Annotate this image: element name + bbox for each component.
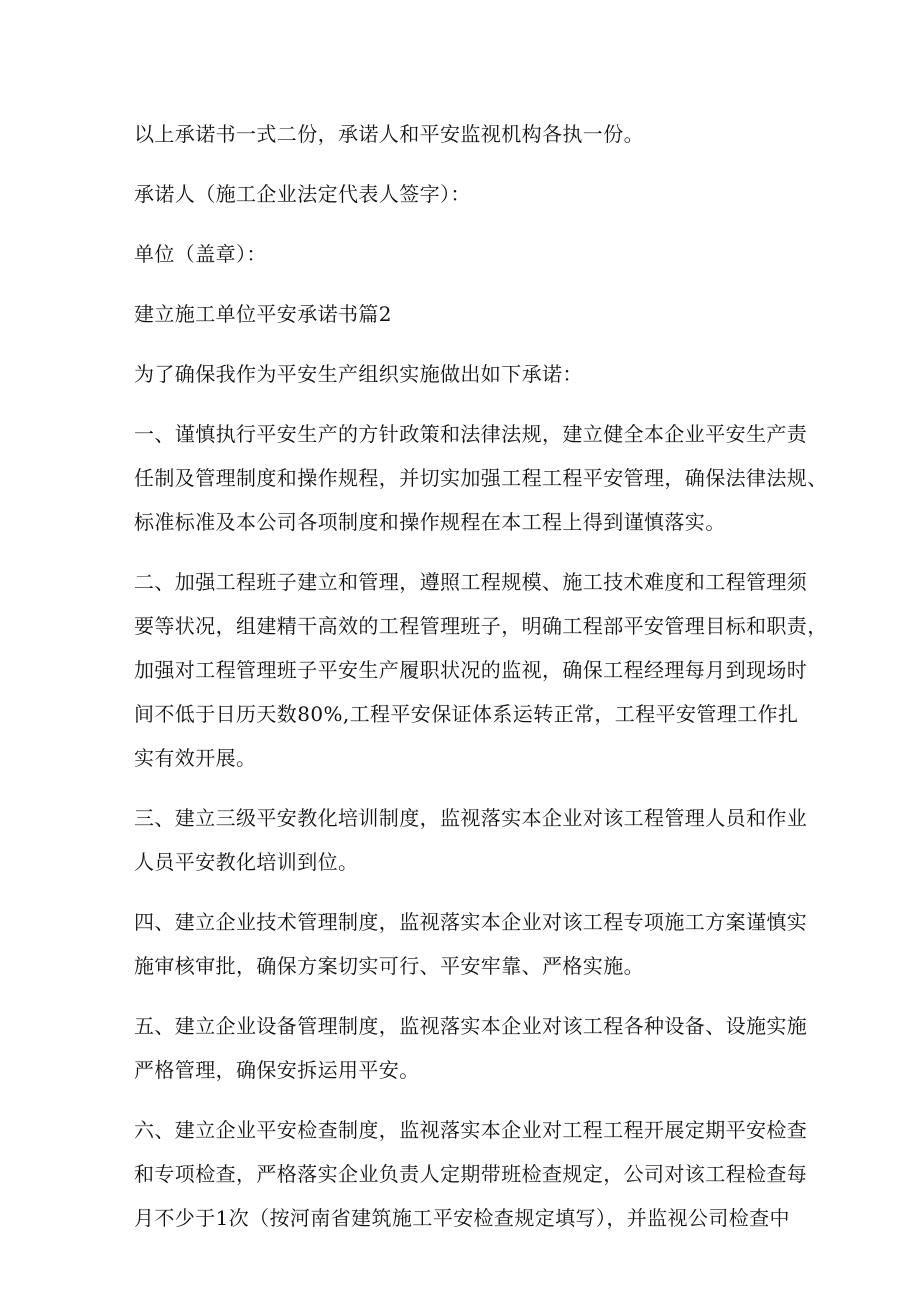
text-line: 承诺人（施工企业法定代表人签字）： xyxy=(134,182,471,206)
paragraph xyxy=(134,292,824,336)
paragraph xyxy=(134,560,828,780)
text-line: 二、加强工程班子建立和管理，遵照工程规模、施工技术难度和工程管理须 xyxy=(134,570,808,594)
text-line: 五、建立企业设备管理制度，监视落实本企业对该工程各种设备、设施实施 xyxy=(134,1014,808,1038)
text-line: 四、建立企业技术管理制度，监视落实本企业对该工程专项施工方案谨慎实 xyxy=(134,910,808,934)
text-line: 任制及管理制度和操作规程，并切实加强工程工程平安管理，确保法律法规、 xyxy=(134,466,828,490)
paragraph xyxy=(134,796,824,884)
text-line: 严格管理，确保安拆运用平安。 xyxy=(134,1058,420,1082)
text-line: 和专项检查，严格落实企业负责人定期带班检查规定，公司对该工程检查每 xyxy=(134,1162,808,1186)
paragraph xyxy=(134,352,824,396)
text-line: 间不低于日历天数80%,工程平安保证体系运转正常，工程平安管理工作扎 xyxy=(134,702,799,726)
text-line: 为了确保我作为平安生产组织实施做出如下承诺： xyxy=(134,362,583,386)
text-line: 要等状况，组建精干高效的工程管理班子，明确工程部平安管理目标和职责， xyxy=(134,614,828,638)
paragraph xyxy=(134,412,828,544)
text-line: 施审核审批，确保方案切实可行、平安牢靠、严格实施。 xyxy=(134,954,644,978)
text-line: 实有效开展。 xyxy=(134,746,257,770)
paragraph xyxy=(134,1004,824,1092)
text-line: 三、建立三级平安教化培训制度，监视落实本企业对该工程管理人员和作业 xyxy=(134,806,808,830)
text-line: 建立施工单位平安承诺书篇2 xyxy=(134,302,392,326)
text-line: 人员平安教化培训到位。 xyxy=(134,850,359,874)
paragraph xyxy=(134,112,824,156)
paragraph xyxy=(134,1108,824,1240)
text-line: 标准标准及本公司各项制度和操作规程在本工程上得到谨慎落实。 xyxy=(134,510,726,534)
paragraph xyxy=(134,232,824,276)
document-body xyxy=(134,112,828,1256)
text-line: 加强对工程管理班子平安生产履职状况的监视，确保工程经理每月到现场时 xyxy=(134,658,808,682)
text-line: 一、谨慎执行平安生产的方针政策和法律法规，建立健全本企业平安生产责 xyxy=(134,422,808,446)
text-line: 以上承诺书一式二份，承诺人和平安监视机构各执一份。 xyxy=(134,122,644,146)
text-line: 单位（盖章）： xyxy=(134,242,267,266)
text-line: 月不少于1次（按河南省建筑施工平安检查规定填写），并监视公司检查中 xyxy=(134,1206,790,1230)
paragraph xyxy=(134,172,824,216)
paragraph xyxy=(134,900,824,988)
text-line: 六、建立企业平安检查制度，监视落实本企业对工程工程开展定期平安检查 xyxy=(134,1118,808,1142)
